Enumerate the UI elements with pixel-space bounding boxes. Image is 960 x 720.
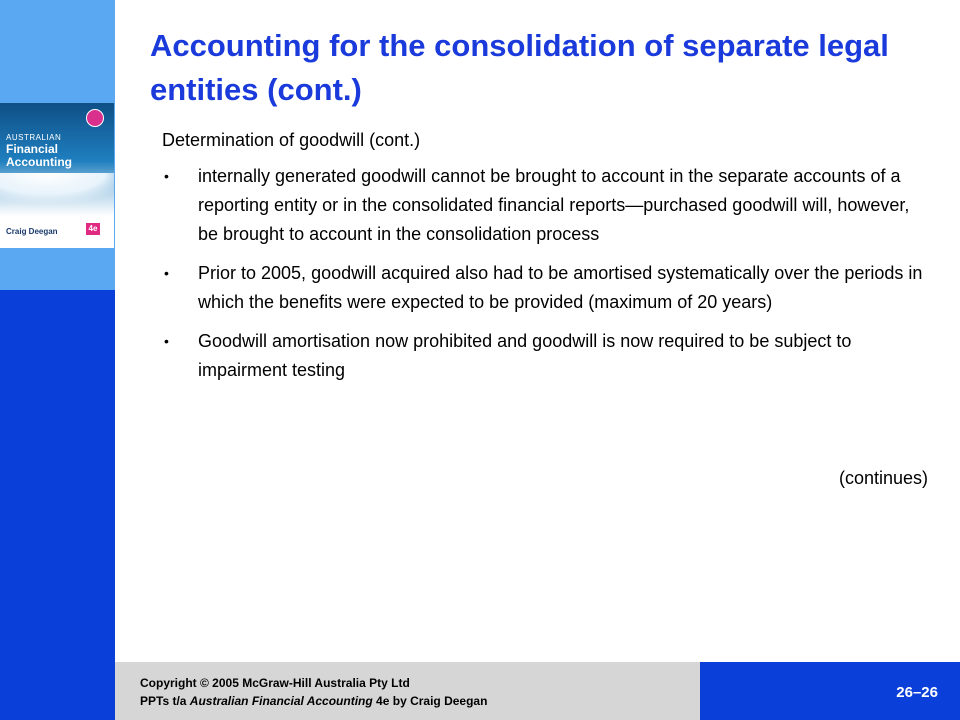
subheading: Determination of goodwill (cont.) [162,130,421,150]
book-cover-image [0,103,114,248]
bullet-dot-icon: • [164,168,169,184]
bullet-list [162,162,932,385]
continues-note: (continues) [838,468,928,488]
bullet-item-1 [162,162,932,249]
footer-copyright-panel [115,662,700,720]
cover-title-line2: Accounting [6,155,72,169]
ppts-credit [140,694,487,708]
bullet-text-3: Goodwill amortisation now prohibited and goodwill is now required to be subject to impairment testing [198,331,852,380]
page-number: 26–26 [896,684,938,701]
cover-wave-graphic [0,173,114,203]
cover-title [6,143,106,169]
ppts-prefix: PPTs t/a [140,694,190,708]
cover-edition-badge: 4e [86,223,100,235]
bullet-item-2 [162,259,932,317]
footer-sidebar [0,662,115,720]
ppts-suffix: 4e by Craig Deegan [372,694,488,708]
bullet-dot-icon: • [164,265,169,281]
slide-title: Accounting for the consolidation of separate legal entities (cont.) [150,28,889,107]
bullet-dot-icon: • [164,333,169,349]
footer-page-panel [700,662,960,720]
copyright-text: Copyright © 2005 McGraw-Hill Australia Pty Ltd [140,676,410,690]
bullet-text-2: Prior to 2005, goodwill acquired also had to be amortised systematically over the periods in which the benefits were expected to be provided (maximum of 20 years) [198,263,923,312]
cover-small-label: AUSTRALIAN [6,133,62,142]
bullet-text-1: internally generated goodwill cannot be brought to account in the separate accounts of a reporting entity or in the consolidated financial reports—purchased goodwill will, however, be brought to account in the consolidation process [198,166,910,244]
book-title-italic: Australian Financial Accounting [189,694,373,708]
bullet-item-3 [162,327,932,385]
cover-title-line1: Financial [6,142,59,156]
publisher-logo-icon [86,109,104,127]
slide-content [162,128,932,395]
sidebar-bottom [0,290,115,662]
cover-author: Craig Deegan [6,227,58,236]
